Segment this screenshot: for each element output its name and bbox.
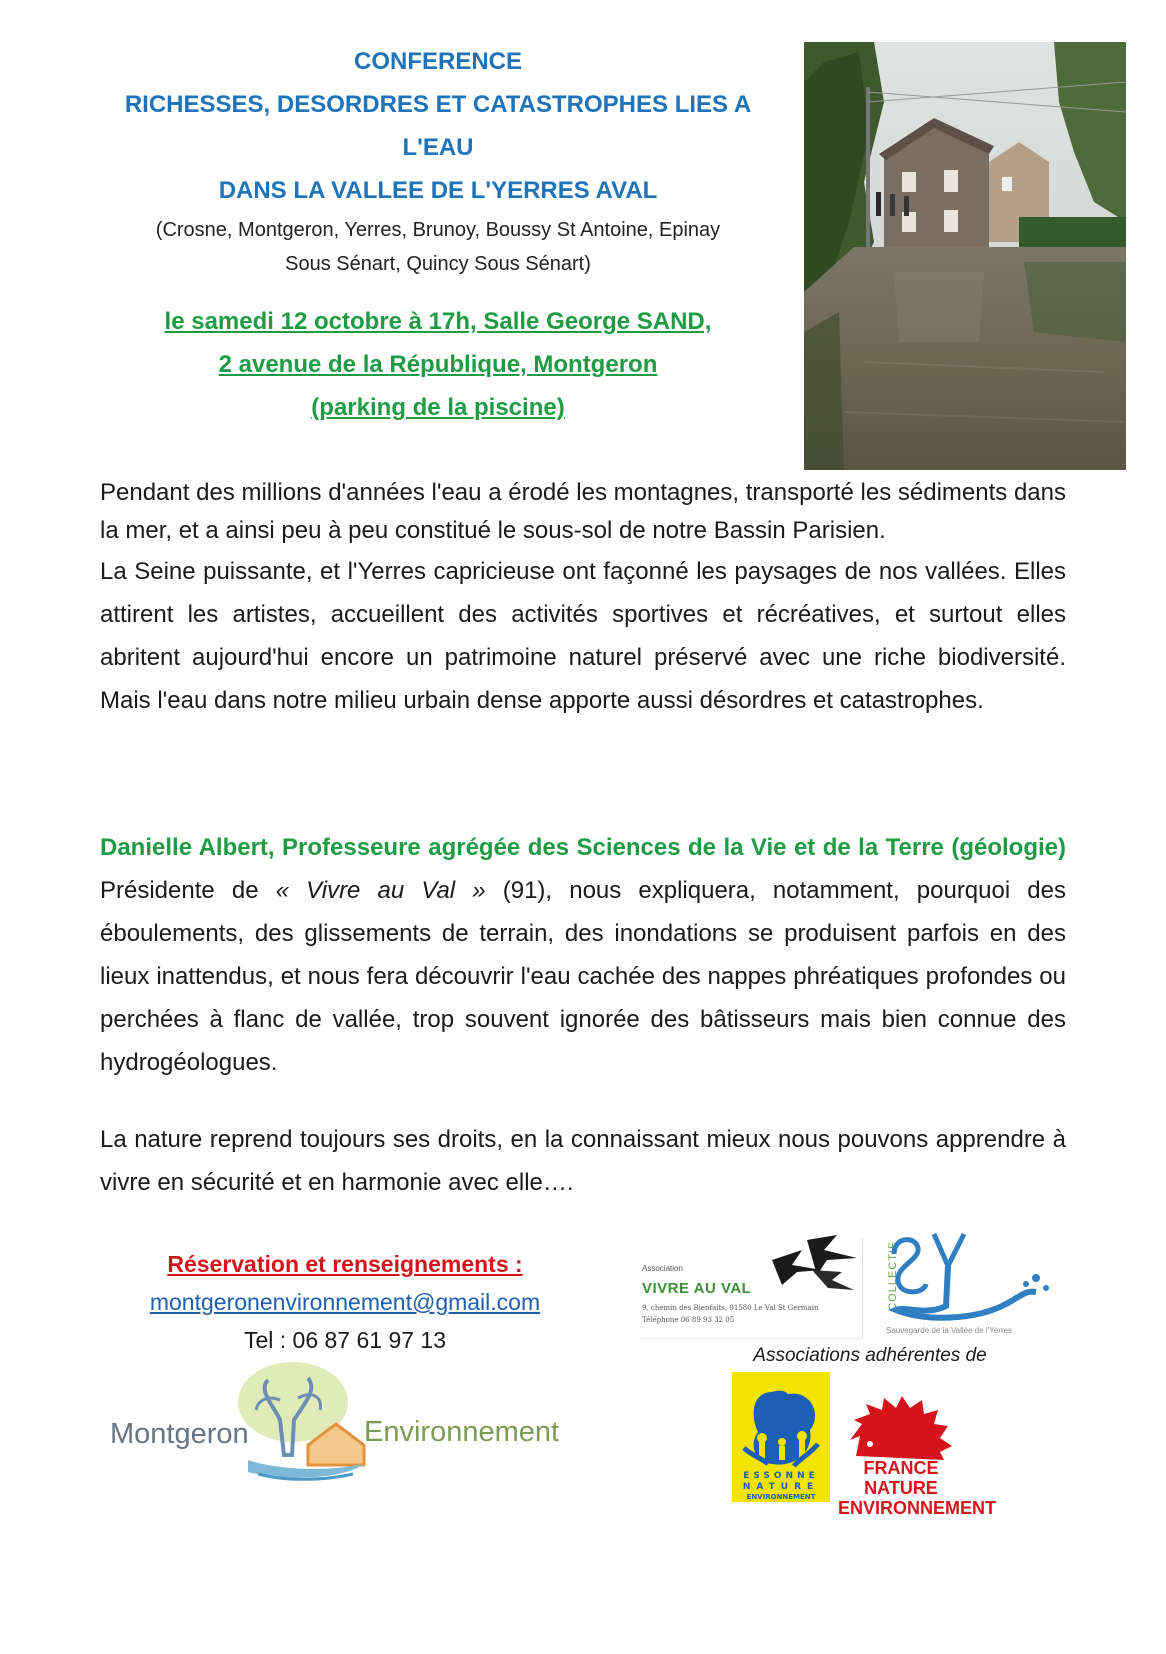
environnement-logo-text: Environnement: [364, 1416, 560, 1448]
fne-line-1: FRANCE NATURE: [863, 1458, 939, 1498]
reservation-block: [110, 1245, 580, 1359]
contact-email-link[interactable]: montgeronenvironnement@gmail.com: [149, 1289, 541, 1315]
vav-association-label: Association: [642, 1264, 683, 1273]
svg-text:ESSONNE: ESSONNE: [743, 1471, 819, 1481]
event-address: 2 avenue de la République, Montgeron: [218, 351, 658, 378]
conference-title-line: L'EAU: [402, 134, 474, 161]
closing-text: La nature reprend toujours ses droits, en la connaissant mieux nous pouvons apprendre à vivre en sécurité et en harmonie avec elle….: [100, 1126, 1066, 1196]
talk-description: (91), nous expliquera, notamment, pourquoi des éboulements, des glissements de terrain, des inondations se produisent parfois en des lieux inattendus, et nous fera découvrir l'eau cachée des nappes phréatiques profondes ou perchées à flanc de vallée, trop souvent ignorée des bâtisseurs mais bien connue des hydrogéologues.: [100, 877, 1067, 1076]
vav-address-line: 9, chemin des Bienfaits, 91580 Le Val St Germain: [642, 1304, 819, 1312]
event-date-venue: le samedi 12 octobre à 17h, Salle George SAND,: [164, 308, 712, 335]
collectif-svy-logo: [862, 1226, 1042, 1342]
contact-phone: Tel : 06 87 61 97 13: [243, 1327, 447, 1353]
swallows-icon: [762, 1230, 862, 1300]
vav-address: [642, 1302, 818, 1326]
fne-logo-text: [838, 1458, 997, 1518]
svy-subtitle: Sauvegarde de la Vallée de l'Yerres: [886, 1326, 1013, 1335]
svg-text:ENVIRONNEMENT: ENVIRONNEMENT: [746, 1493, 816, 1501]
conference-title-line: DANS LA VALLEE DE L'YERRES AVAL: [218, 177, 658, 204]
rivers-text: La Seine puissante, et l'Yerres capricieuse ont façonné les paysages de nos vallées. Elles attirent les artistes, accueillent des activités sportives et récréatives, et surtout elles abritent aujourd'hui encore un patrimoine naturel préservé avec une riche biodiversité. Mais l'eau dans notre milieu urbain dense apporte aussi désordres et catastrophes.: [100, 558, 1066, 714]
towns-list: [88, 213, 788, 281]
fne-line-2: ENVIRONNEMENT: [838, 1498, 997, 1518]
speaker-name: Danielle Albert, Professeure agrégée des Sciences de la Vie et de la Terre (géologie): [100, 834, 1066, 861]
flooded-street-illustration: [804, 42, 1126, 470]
vivre-au-val-logo: [640, 1238, 863, 1339]
montgeron-environnement-logo: [108, 1360, 588, 1490]
conference-title-line: CONFERENCE: [353, 48, 522, 75]
header: [88, 40, 788, 429]
speaker-role-prefix: Présidente de: [100, 877, 276, 904]
event-details: [88, 300, 788, 429]
event-parking: (parking de la piscine): [311, 394, 565, 421]
towns-line: Sous Sénart, Quincy Sous Sénart): [285, 253, 591, 275]
vav-name: VIVRE AU VAL: [642, 1280, 752, 1297]
flooded-street-photo: [804, 42, 1126, 470]
member-associations-label: Associations adhérentes de: [753, 1345, 987, 1366]
svg-text:NATURE: NATURE: [742, 1482, 820, 1492]
intro-paragraph: [100, 474, 1066, 722]
vav-phone-line: Téléphone 06 89 93 32 05: [642, 1316, 735, 1324]
speaker-paragraph: [100, 826, 1066, 1084]
reservation-title: Réservation et renseignements :: [167, 1251, 523, 1277]
essonne-logo-lettering: [732, 1372, 830, 1502]
essonne-nature-environnement-logo: [732, 1372, 830, 1502]
svy-wave-icon: [886, 1226, 1056, 1326]
montgeron-logo-text: Montgeron: [110, 1418, 249, 1450]
association-name: « Vivre au Val »: [275, 877, 486, 904]
intro-text: Pendant des millions d'années l'eau a érodé les montagnes, transporté les sédiments dans la mer, et a ainsi peu à peu constitué le sous-sol de notre Bassin Parisien.: [100, 479, 1066, 544]
france-nature-environnement-logo: [836, 1396, 997, 1518]
collectif-label: COLLECTIF: [886, 1241, 899, 1311]
towns-line: (Crosne, Montgeron, Yerres, Brunoy, Boussy St Antoine, Epinay: [155, 219, 721, 241]
speaker-text: [100, 826, 1066, 1084]
hedgehog-icon: [836, 1396, 966, 1466]
conference-title-line: RICHESSES, DESORDRES ET CATASTROPHES LIES A: [124, 91, 752, 118]
closing-paragraph: [100, 1118, 1066, 1204]
